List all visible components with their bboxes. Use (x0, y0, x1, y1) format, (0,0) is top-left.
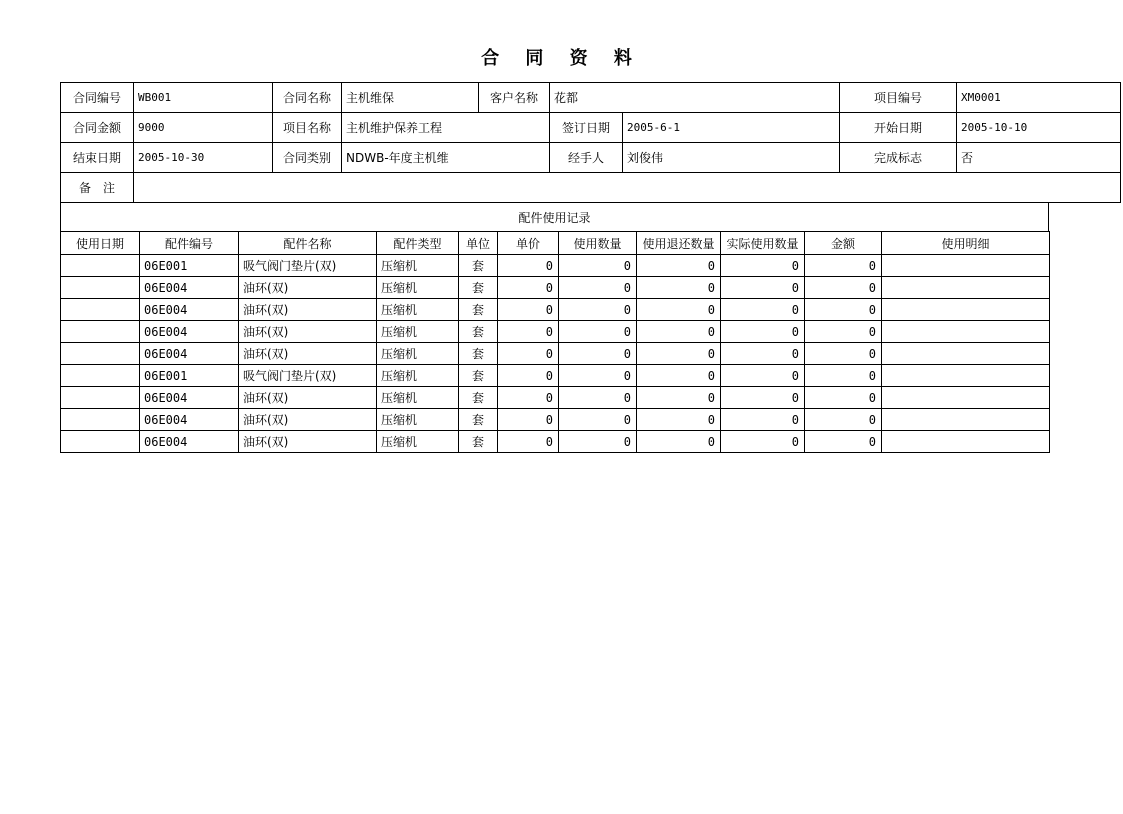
cell-code[interactable]: 06E004 (140, 321, 239, 343)
cell-type[interactable]: 压缩机 (377, 343, 459, 365)
cell-amount[interactable]: 0 (805, 321, 882, 343)
cell-unit[interactable]: 套 (459, 409, 498, 431)
category-value[interactable]: NDWB-年度主机维 (342, 143, 550, 173)
cell-date[interactable] (61, 365, 140, 387)
cell-actual[interactable]: 0 (721, 409, 805, 431)
cell-type[interactable]: 压缩机 (377, 321, 459, 343)
cell-code[interactable]: 06E001 (140, 365, 239, 387)
table-row[interactable] (61, 277, 1050, 299)
cell-returned[interactable]: 0 (637, 277, 721, 299)
cell-code[interactable]: 06E001 (140, 255, 239, 277)
cell-date[interactable] (61, 299, 140, 321)
cell-qty[interactable]: 0 (559, 409, 637, 431)
cell-qty[interactable]: 0 (559, 321, 637, 343)
start-date-value[interactable]: 2005-10-10 (957, 113, 1121, 143)
column-header: 使用数量 (559, 232, 637, 255)
cell-returned[interactable]: 0 (637, 255, 721, 277)
table-row[interactable] (61, 343, 1050, 365)
cell-unit[interactable]: 套 (459, 277, 498, 299)
table-row[interactable] (61, 365, 1050, 387)
table-row[interactable] (61, 321, 1050, 343)
cell-code[interactable]: 06E004 (140, 431, 239, 453)
cell-returned[interactable]: 0 (637, 387, 721, 409)
table-row[interactable] (61, 431, 1050, 453)
amount-value[interactable]: 9000 (134, 113, 273, 143)
cell-unit[interactable]: 套 (459, 255, 498, 277)
cell-date[interactable] (61, 321, 140, 343)
cell-type[interactable]: 压缩机 (377, 277, 459, 299)
contract-name-value[interactable]: 主机维保 (342, 83, 479, 113)
project-no-label: 项目编号 (840, 83, 957, 113)
cell-price[interactable]: 0 (498, 409, 559, 431)
parts-table (60, 231, 1050, 453)
cell-unit[interactable]: 套 (459, 299, 498, 321)
cell-detail[interactable] (882, 365, 1050, 387)
cell-detail[interactable] (882, 321, 1050, 343)
cell-type[interactable]: 压缩机 (377, 255, 459, 277)
cell-unit[interactable]: 套 (459, 365, 498, 387)
category-label: 合同类别 (273, 143, 342, 173)
cell-qty[interactable]: 0 (559, 299, 637, 321)
cell-type[interactable]: 压缩机 (377, 299, 459, 321)
cell-type[interactable]: 压缩机 (377, 387, 459, 409)
column-header: 使用明细 (882, 232, 1050, 255)
column-header: 配件编号 (140, 232, 239, 255)
cell-date[interactable] (61, 343, 140, 365)
cell-detail[interactable] (882, 343, 1050, 365)
contract-no-label: 合同编号 (61, 83, 134, 113)
cell-returned[interactable]: 0 (637, 365, 721, 387)
sign-date-label: 签订日期 (550, 113, 623, 143)
cell-price[interactable]: 0 (498, 255, 559, 277)
cell-unit[interactable]: 套 (459, 431, 498, 453)
column-header: 使用日期 (61, 232, 140, 255)
cell-actual[interactable]: 0 (721, 321, 805, 343)
cell-price[interactable]: 0 (498, 321, 559, 343)
cell-unit[interactable]: 套 (459, 387, 498, 409)
cell-code[interactable]: 06E004 (140, 343, 239, 365)
cell-qty[interactable]: 0 (559, 387, 637, 409)
column-header: 单价 (498, 232, 559, 255)
column-header: 实际使用数量 (721, 232, 805, 255)
cell-date[interactable] (61, 409, 140, 431)
cell-amount[interactable]: 0 (805, 365, 882, 387)
cell-returned[interactable]: 0 (637, 299, 721, 321)
cell-price[interactable]: 0 (498, 277, 559, 299)
cell-returned[interactable]: 0 (637, 343, 721, 365)
cell-qty[interactable]: 0 (559, 431, 637, 453)
end-date-label: 结束日期 (61, 143, 134, 173)
column-header: 使用退还数量 (637, 232, 721, 255)
cell-qty[interactable]: 0 (559, 277, 637, 299)
cell-date[interactable] (61, 387, 140, 409)
cell-unit[interactable]: 套 (459, 343, 498, 365)
project-name-label: 项目名称 (273, 113, 342, 143)
cell-detail[interactable] (882, 255, 1050, 277)
cell-name[interactable]: 油环(双) (239, 299, 377, 321)
page-title: 合 同 资 料 (481, 48, 642, 69)
cell-price[interactable]: 0 (498, 343, 559, 365)
cell-amount[interactable]: 0 (805, 299, 882, 321)
cell-actual[interactable]: 0 (721, 277, 805, 299)
cell-returned[interactable]: 0 (637, 321, 721, 343)
cell-code[interactable]: 06E004 (140, 299, 239, 321)
cell-qty[interactable]: 0 (559, 365, 637, 387)
start-date-label: 开始日期 (840, 113, 957, 143)
remark-label: 备 注 (61, 173, 134, 203)
customer-value[interactable]: 花都 (550, 83, 840, 113)
cell-type[interactable]: 压缩机 (377, 365, 459, 387)
handler-label: 经手人 (550, 143, 623, 173)
project-name-value[interactable]: 主机维护保养工程 (342, 113, 550, 143)
cell-detail[interactable] (882, 299, 1050, 321)
cell-name[interactable]: 油环(双) (239, 431, 377, 453)
cell-actual[interactable]: 0 (721, 343, 805, 365)
column-header: 单位 (459, 232, 498, 255)
contract-sheet (60, 82, 1049, 453)
cell-amount[interactable]: 0 (805, 409, 882, 431)
column-header: 金额 (805, 232, 882, 255)
end-date-value[interactable]: 2005-10-30 (134, 143, 273, 173)
cell-name[interactable]: 吸气阀门垫片(双) (239, 365, 377, 387)
cell-returned[interactable]: 0 (637, 409, 721, 431)
cell-amount[interactable]: 0 (805, 277, 882, 299)
cell-type[interactable]: 压缩机 (377, 409, 459, 431)
cell-actual[interactable]: 0 (721, 387, 805, 409)
cell-detail[interactable] (882, 387, 1050, 409)
cell-qty[interactable]: 0 (559, 255, 637, 277)
cell-price[interactable]: 0 (498, 299, 559, 321)
cell-detail[interactable] (882, 409, 1050, 431)
cell-date[interactable] (61, 431, 140, 453)
cell-name[interactable]: 油环(双) (239, 277, 377, 299)
cell-name[interactable]: 油环(双) (239, 321, 377, 343)
cell-amount[interactable]: 0 (805, 387, 882, 409)
done-value[interactable]: 否 (957, 143, 1121, 173)
column-header: 配件类型 (377, 232, 459, 255)
table-row[interactable] (61, 409, 1050, 431)
cell-date[interactable] (61, 255, 140, 277)
cell-price[interactable]: 0 (498, 365, 559, 387)
cell-actual[interactable]: 0 (721, 255, 805, 277)
table-row[interactable] (61, 387, 1050, 409)
cell-name[interactable]: 油环(双) (239, 409, 377, 431)
done-label: 完成标志 (840, 143, 957, 173)
customer-label: 客户名称 (479, 83, 550, 113)
cell-type[interactable]: 压缩机 (377, 431, 459, 453)
table-row[interactable] (61, 299, 1050, 321)
parts-table-header (61, 232, 1050, 255)
column-header: 配件名称 (239, 232, 377, 255)
parts-section (60, 202, 1049, 232)
cell-amount[interactable]: 0 (805, 431, 882, 453)
cell-amount[interactable]: 0 (805, 343, 882, 365)
cell-name[interactable]: 吸气阀门垫片(双) (239, 255, 377, 277)
cell-code[interactable]: 06E004 (140, 277, 239, 299)
amount-label: 合同金额 (61, 113, 134, 143)
table-row[interactable] (61, 255, 1050, 277)
sign-date-value[interactable]: 2005-6-1 (623, 113, 840, 143)
cell-actual[interactable]: 0 (721, 299, 805, 321)
cell-code[interactable]: 06E004 (140, 387, 239, 409)
cell-price[interactable]: 0 (498, 387, 559, 409)
cell-price[interactable]: 0 (498, 431, 559, 453)
cell-actual[interactable]: 0 (721, 431, 805, 453)
cell-detail[interactable] (882, 277, 1050, 299)
cell-qty[interactable]: 0 (559, 343, 637, 365)
cell-returned[interactable]: 0 (637, 431, 721, 453)
contract-info-table (60, 82, 1121, 203)
cell-name[interactable]: 油环(双) (239, 343, 377, 365)
contract-no-value[interactable]: WB001 (134, 83, 273, 113)
cell-unit[interactable]: 套 (459, 321, 498, 343)
cell-name[interactable]: 油环(双) (239, 387, 377, 409)
cell-detail[interactable] (882, 431, 1050, 453)
cell-amount[interactable]: 0 (805, 255, 882, 277)
project-no-value[interactable]: XM0001 (957, 83, 1121, 113)
cell-actual[interactable]: 0 (721, 365, 805, 387)
parts-section-title: 配件使用记录 (61, 203, 1049, 232)
handler-value[interactable]: 刘俊伟 (623, 143, 840, 173)
remark-value[interactable] (134, 173, 1121, 203)
cell-code[interactable]: 06E004 (140, 409, 239, 431)
contract-name-label: 合同名称 (273, 83, 342, 113)
cell-date[interactable] (61, 277, 140, 299)
